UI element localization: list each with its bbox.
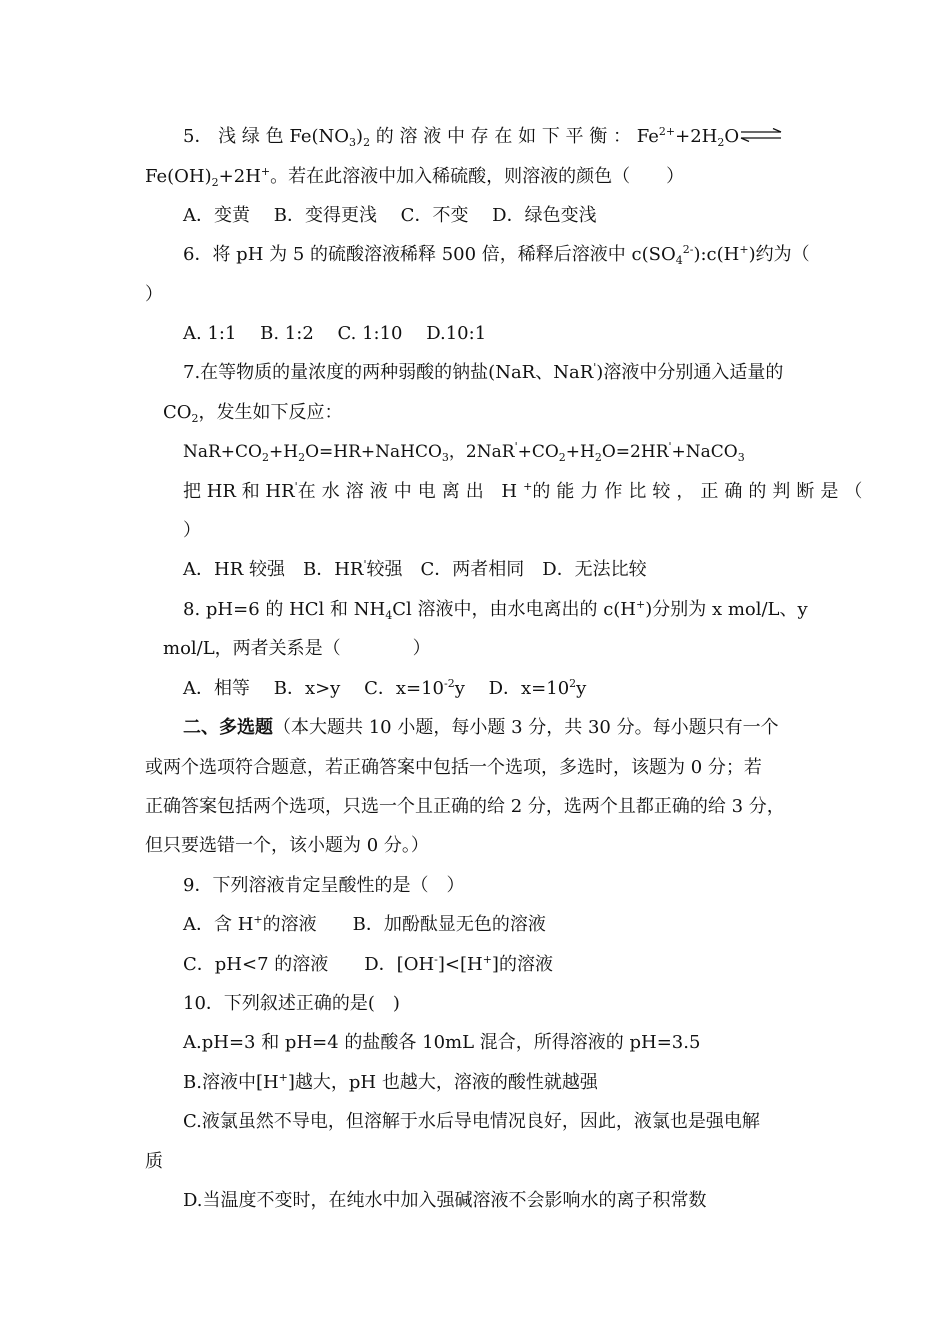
- q8-text: )分别为 x mol/L、y: [645, 599, 808, 620]
- rxn-sub: 3: [737, 451, 745, 464]
- q7-sup: +: [523, 480, 533, 493]
- rxn-sub: 2: [594, 451, 602, 464]
- q7-text: 7.在等物质的量浓度的两种弱酸的钠盐(NaR、NaR: [183, 362, 594, 383]
- q8-sub: 4: [385, 609, 393, 622]
- q7-line5: ）: [183, 520, 201, 541]
- section2-line1: [183, 716, 779, 740]
- q6-sup: +: [739, 243, 749, 256]
- q7-reaction: [183, 440, 745, 464]
- q9-text: 的溶液 B．加酚酞显无色的溶液: [262, 914, 546, 935]
- q7-text: CO: [163, 402, 192, 423]
- q10-option-c-line2: 质: [145, 1151, 163, 1172]
- q5-sub: 2: [363, 136, 371, 149]
- rxn-sup: ': [668, 440, 672, 453]
- q6-text: 6．将 pH 为 5 的硫酸溶液稀释 500 倍，稀释后溶液中 c(SO: [183, 244, 676, 265]
- q7-sup: ': [363, 558, 367, 571]
- q10-option-d: D.当温度不变时，在纯水中加入强碱溶液不会影响水的离子积常数: [183, 1190, 707, 1211]
- q8-options: [183, 677, 586, 701]
- q9-stem: 9．下列溶液肯定呈酸性的是（ ）: [183, 875, 465, 896]
- q9-options-cd: [183, 953, 553, 977]
- q10-stem: 10．下列叙述正确的是( ): [183, 993, 400, 1014]
- q9-sup: +: [482, 953, 492, 966]
- rxn-text: +H: [269, 442, 299, 462]
- q8-text: y D．x=10: [454, 678, 570, 699]
- rxn-sub: 3: [441, 451, 449, 464]
- q5-text: 5． 浅 绿 色 Fe(NO: [183, 126, 350, 147]
- q8-line1: [183, 598, 808, 622]
- q7-text: 在水溶液中电离出 H: [297, 481, 524, 502]
- q5-sub: 2: [717, 136, 725, 149]
- q10-text: ]越大，pH 也越大，溶液的酸性就越强: [287, 1072, 598, 1093]
- q5-line1: [183, 125, 783, 149]
- section2-title: 二、多选题: [183, 717, 273, 738]
- q7-line1: [183, 361, 783, 385]
- q7-sup: ': [294, 480, 298, 493]
- q6-sup: 2-: [682, 243, 694, 256]
- q8-sup: +: [636, 598, 646, 611]
- rxn-text: +CO: [517, 442, 559, 462]
- section2-line2: 或两个选项符合题意，若正确答案中包括一个选项，多选时，该题为 0 分；若: [145, 757, 762, 778]
- q9-options-ab: [183, 913, 546, 937]
- q6-line1: [183, 243, 810, 267]
- section2-text: （本大题共 10 小题，每小题 3 分，共 30 分。每小题只有一个: [273, 717, 779, 738]
- q9-text: ]的溶液: [491, 954, 553, 975]
- q10-sup: +: [278, 1071, 288, 1084]
- q9-text: C．pH<7 的溶液 D．[OH: [183, 954, 435, 975]
- q8-text: y: [576, 678, 587, 699]
- q5-text: +2H: [675, 126, 718, 147]
- q7-text: 较强 C．两者相同 D．无法比较: [366, 559, 647, 580]
- q7-text: 的能力作比较，正确的判断是（: [532, 481, 869, 502]
- q6-text: )约为（: [748, 244, 810, 265]
- q7-sup: ': [593, 361, 597, 374]
- q8-sup: -2: [443, 677, 455, 690]
- q7-options: [183, 558, 647, 582]
- q6-sub: 4: [675, 254, 683, 267]
- q5-sup: +: [260, 165, 271, 178]
- q8-text: 8. pH=6 的 HCl 和 NH: [183, 599, 386, 620]
- q7-line2: [163, 401, 343, 425]
- q8-text: Cl 溶液中，由水电离出的 c(H: [392, 599, 636, 620]
- rxn-sup: ': [514, 440, 518, 453]
- q6-text: ):c(H: [693, 244, 740, 265]
- q5-text: 的 溶 液 中 存 在 如 下 平 衡 ： Fe: [370, 126, 659, 147]
- q7-text: )溶液中分别通入适量的: [596, 362, 784, 383]
- rxn-text: ，2NaR: [448, 442, 515, 462]
- q5-sub: 3: [349, 136, 357, 149]
- q5-sub: 2: [211, 176, 219, 189]
- q7-text: ，发生如下反应：: [198, 402, 343, 423]
- rxn-text: O=2HR: [601, 442, 669, 462]
- section2-line3: 正确答案包括两个选项，只选一个且正确的给 2 分，选两个且都正确的给 3 分，: [145, 796, 785, 817]
- q10-option-b: [183, 1071, 598, 1095]
- q7-sub: 2: [191, 412, 199, 425]
- q5-text: +2H: [218, 166, 261, 187]
- q5-line2: [145, 165, 684, 189]
- rxn-text: +NaCO: [671, 442, 738, 462]
- q9-text: A．含 H: [183, 914, 254, 935]
- q8-sup: 2: [569, 677, 577, 690]
- q5-text: Fe(OH): [145, 166, 212, 187]
- rxn-sub: 2: [262, 451, 269, 464]
- q5-options: A．变黄 B．变得更浅 C．不变 D．绿色变浅: [183, 205, 597, 226]
- q5-text: 。若在此溶液中加入稀硫酸，则溶液的颜色（ ）: [270, 166, 685, 187]
- q5-text: O: [724, 126, 740, 147]
- section2-line4: 但只要选错一个，该小题为 0 分。）: [145, 835, 429, 856]
- equilibrium-arrow-icon: [739, 128, 783, 142]
- q10-option-c-line1: C.液氯虽然不导电，但溶解于水后导电情况良好，因此，液氯也是强电解: [183, 1111, 760, 1132]
- q7-text: A．HR 较强 B．HR: [183, 559, 364, 580]
- rxn-text: O=HR+NaHCO: [305, 442, 442, 462]
- q7-line4: [183, 480, 868, 504]
- q9-sup: +: [253, 913, 263, 926]
- q5-sup: 2+: [658, 125, 676, 138]
- q10-option-a: A.pH=3 和 pH=4 的盐酸各 10mL 混合，所得溶液的 pH=3.5: [183, 1032, 701, 1053]
- q8-text: A．相等 B．x>y C．x=10: [183, 678, 444, 699]
- rxn-text: NaR+CO: [183, 442, 262, 462]
- rxn-sub: 2: [298, 451, 306, 464]
- rxn-text: +H: [565, 442, 595, 462]
- q5-text: ): [356, 126, 364, 147]
- q10-text: B.溶液中[H: [183, 1072, 279, 1093]
- q6-options: A. 1:1 B. 1:2 C. 1:10 D.10:1: [183, 323, 487, 344]
- q9-text: ]<[H: [437, 954, 483, 975]
- q9-sup: -: [434, 953, 438, 966]
- q6-line2: ）: [145, 284, 163, 305]
- rxn-sub: 2: [558, 451, 566, 464]
- q7-text: 把 HR 和 HR: [183, 481, 295, 502]
- q8-line2: mol/L，两者关系是（ ）: [163, 638, 431, 659]
